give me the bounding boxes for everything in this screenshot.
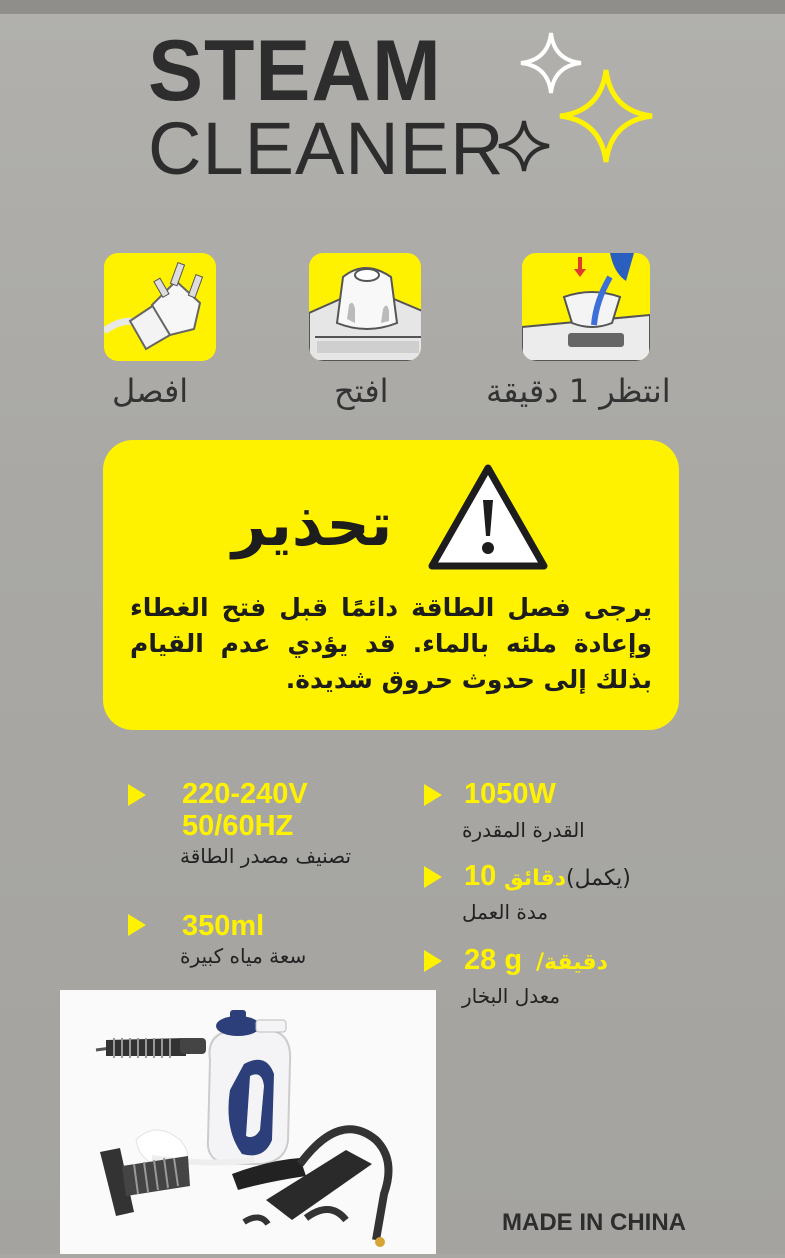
work-time-value: 10 [464, 860, 497, 892]
warning-text: يرجى فصل الطاقة دائمًا قبل فتح الغطاء وإعادة ملئه بالماء. قد يؤدي عدم القيام بذلك إلى حدوث حروق شديدة. [130, 593, 652, 694]
step-wait-label: انتظر 1 دقيقة [486, 372, 671, 410]
title-line2: CLEANER [148, 107, 505, 190]
power-label: القدرة المقدرة [462, 818, 585, 842]
warning-title: تحذير [232, 490, 393, 560]
sparkle-dark-icon [496, 118, 552, 174]
step-unplug-label: افصل [112, 372, 189, 410]
bullet-icon [128, 784, 146, 806]
capacity-label: سعة مياه كبيرة [180, 944, 307, 968]
work-time-label: مدة العمل [462, 900, 549, 924]
power-value: 1050W [464, 778, 556, 810]
title-line1: STEAM [148, 23, 442, 119]
step-unplug-icon [104, 253, 216, 361]
warning-triangle-icon [426, 462, 550, 572]
bullet-icon [424, 950, 442, 972]
made-in-label: MADE IN CHINA [502, 1209, 686, 1236]
product-photo [60, 990, 436, 1254]
bullet-icon [424, 866, 442, 888]
capacity-value: 350ml [182, 910, 265, 942]
bullet-icon [128, 914, 146, 936]
frequency-value: 50/60HZ [182, 810, 294, 842]
voltage-label: تصنيف مصدر الطاقة [180, 844, 352, 868]
steam-rate-unit: دقيقة/ [536, 950, 608, 975]
sparkle-yellow-icon [556, 66, 656, 166]
work-time-prefix: (يكمل) [566, 866, 631, 891]
steam-rate-label: معدل البخار [462, 984, 561, 1008]
bullet-icon [424, 784, 442, 806]
step-wait-icon [522, 253, 650, 361]
voltage-value: 220-240V [182, 778, 308, 810]
work-time-unit: دقائق [504, 866, 567, 891]
steam-rate-value: 28 g [464, 944, 523, 976]
step-open-icon [309, 253, 421, 361]
step-open-label: افتح [334, 372, 389, 410]
top-strip [0, 0, 785, 14]
